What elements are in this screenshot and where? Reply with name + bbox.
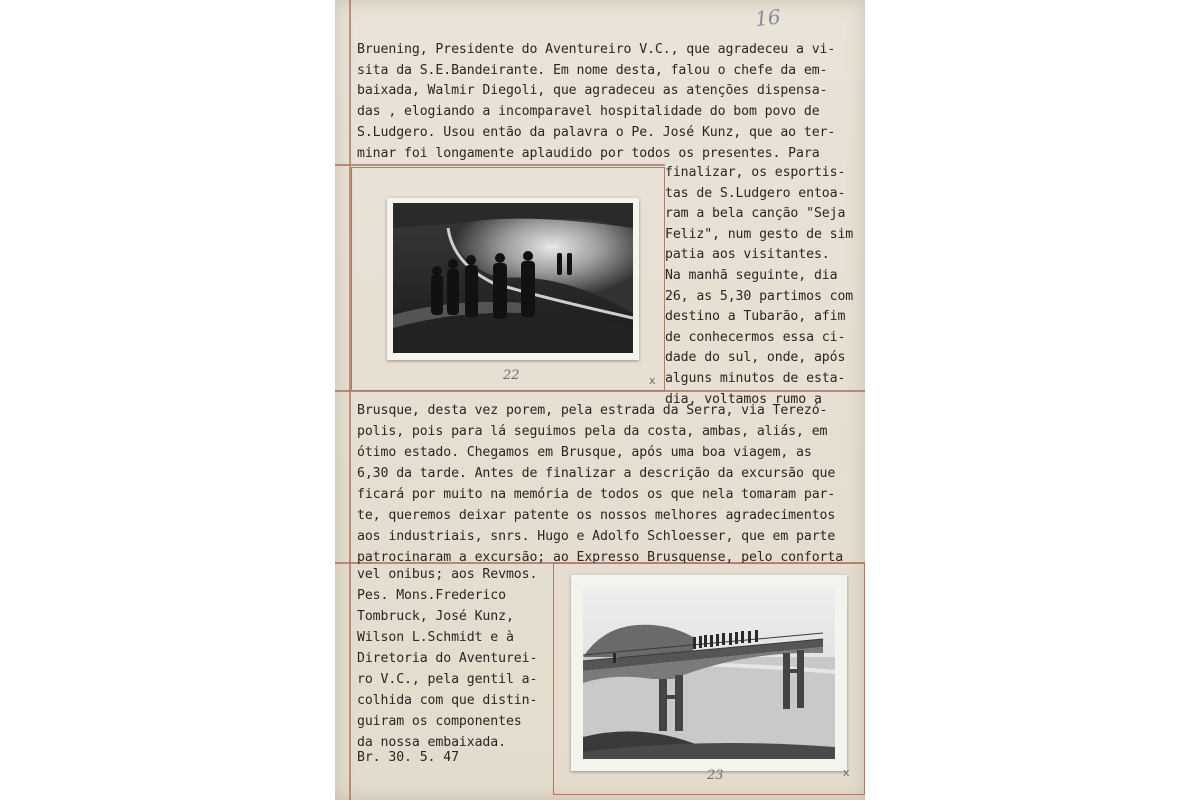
corner-mark: x bbox=[843, 766, 850, 779]
date-line: Br. 30. 5. 47 bbox=[357, 750, 459, 765]
photo-lake-group-image bbox=[393, 203, 633, 353]
page-number: 16 bbox=[753, 4, 782, 32]
corner-mark: x bbox=[649, 374, 656, 387]
paragraph-return-trip: Brusque, desta vez porem, pela estrada da Serra, via Terezó- polis, pois para lá seguimos pela da costa, ambas, aliás, em ótimo estado. Chegamos em Brusque, após uma boa viagem, as 6,30 da tarde. Antes de finalizar a descrição da excursão que ficará por muito na memória de todos os que nela tomaram par- te, queremos deixar patente os nossos melhores agradecimentos aos industriais, snrs. Hugo e Adolfo Schloesser, que em parte patrocinaram a excursão; ao Expresso Brusquense, pelo conforta bbox=[357, 403, 844, 565]
photo-caption: 23 bbox=[707, 768, 724, 783]
paragraph-beside-photo: finalizar, os esportis- tas de S.Ludgero entoa- ram a bela canção "Seja Feliz", num gesto de sim patia aos visitantes. Na manhã seguinte, dia 26, as 5,30 partimos com destino a Tubarão, afim de conhecermos essa ci- dade do sul, onde, após alguns minutos de esta- dia, voltamos rumo a bbox=[665, 165, 854, 407]
paragraph-intro: Bruening, Presidente do Aventureiro V.C., que agradeceu a vi- sita da S.E.Bandeirante. Em nome desta, falou o chefe da em- baixada, Walmir Diegoli, que agradeceu as atenções dispensa- das , elogiando a incomparavel hospitalidade do bom povo de S.Ludgero. Usou então da palavra o Pe. José Kunz, que ao ter- minar foi longamente aplaudido por todos os presentes. Para bbox=[357, 42, 836, 161]
photo-23 bbox=[571, 575, 847, 771]
album-page bbox=[335, 0, 865, 800]
paragraph-thanks: vel onibus; aos Revmos. Pes. Mons.Frederico Tombruck, José Kunz, Wilson L.Schmidt e à Diretoria do Aventurei- ro V.C., pela gentil a- colhida com que distin- guiram os componentes da nossa embaixada. bbox=[357, 567, 538, 750]
photo-22 bbox=[387, 198, 639, 360]
horizontal-rule bbox=[335, 164, 665, 166]
photo-bridge-image bbox=[583, 587, 835, 759]
photo-caption: 22 bbox=[503, 368, 520, 383]
